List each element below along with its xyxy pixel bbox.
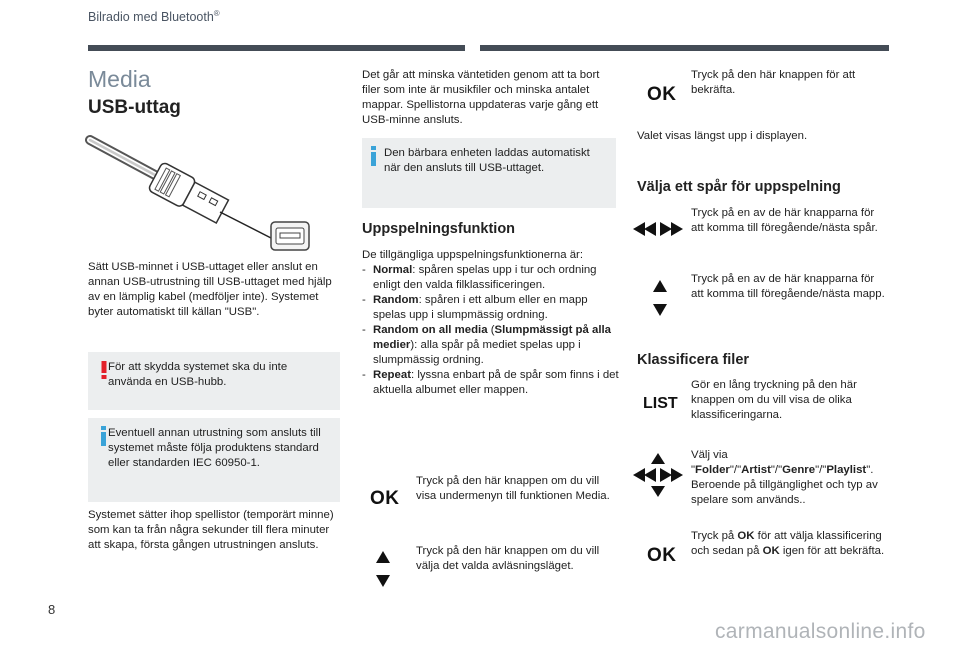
up-down-arrows-icon: [653, 280, 667, 316]
select-classification-text: Välj via "Folder"/"Artist"/"Genre"/"Playlist". Beroende på tillgänglighet och typ av spelare som används..: [691, 449, 878, 506]
page-number: 8: [48, 602, 56, 617]
prev-next-track-text: Tryck på en av de här knapparna för att komma till föregående/nästa spår.: [691, 207, 878, 234]
ok-button-icon: OK: [647, 84, 677, 105]
playlist-info: Systemet sätter ihop spellistor (temporärt minne) som kan ta från några sekunder till flera minuter att skapa, första gången utrustningen ansluts.: [88, 509, 334, 551]
page-title: Media: [88, 66, 151, 92]
section-heading-usb: USB-uttag: [88, 97, 181, 118]
value-shown-text: Valet visas längst upp i displayen.: [637, 130, 808, 142]
warning-note: [88, 352, 340, 410]
info-note-standard: [88, 418, 340, 502]
header-bar-left: [88, 45, 465, 51]
usb-instructions: Sätt USB-minnet i USB-uttaget eller anslut en annan USB-utrustning till USB-uttaget med hjälp av en lämplig kabel (medföljer inte). Systemet byter automatiskt till källan "USB".: [88, 261, 332, 318]
section-heading-classify: Klassificera filer: [637, 352, 750, 368]
info-text-charging: Den bärbara enheten laddas automatiskt när den ansluts till USB-uttaget.: [384, 147, 590, 174]
info-note-charging: [362, 138, 616, 208]
warning-text: För att skydda systemet ska du inte använda en USB-hubb.: [108, 361, 288, 388]
ok-classify-text: Tryck på OK för att välja klassificering och sedan på OK igen för att bekräfta.: [691, 530, 885, 557]
four-way-arrows-icon: [633, 453, 683, 497]
section-heading-playback: Uppspelningsfunktion: [362, 221, 516, 237]
header-registered-mark: ®: [213, 9, 220, 18]
usb-plug-illustration: [85, 132, 325, 254]
list-item: - Random: spåren i ett album eller en mapp spelas upp i slumpmässig ordning.: [362, 294, 588, 321]
list-item: - Repeat: lyssna enbart på de spår som finns i det aktuella albumet eller mappen.: [362, 369, 619, 396]
header-section-title: Bilradio med Bluetooth: [88, 10, 214, 25]
header-bar-right: [480, 45, 889, 51]
prev-next-arrows-icon: [633, 222, 683, 236]
up-down-arrows-icon: [376, 551, 390, 587]
ok-confirm-text: Tryck på den här knappen för att bekräfta.: [691, 69, 856, 96]
prev-next-folder-text: Tryck på en av de här knapparna för att komma till föregående/nästa mapp.: [691, 273, 885, 300]
watermark: carmanualsonline.info: [715, 620, 926, 643]
updown-mode-text: Tryck på den här knappen om du vill välja det valda avläsningsläget.: [416, 545, 600, 572]
reduce-wait-text: Det går att minska väntetiden genom att ta bort filer som inte är musikfiler och minska antalet mappar. Spellistorna uppdateras varje gång ett USB-minne ansluts.: [362, 69, 600, 126]
info-icon: [366, 146, 382, 166]
list-button-icon: LIST: [643, 395, 678, 412]
running-header: [88, 9, 220, 24]
playback-intro: De tillgängliga uppspelningsfunktionerna är:: [362, 249, 583, 261]
list-long-press-text: Gör en lång tryckning på den här knappen om du vill visa de olika klassificeringarna.: [691, 379, 857, 421]
section-heading-select-track: Välja ett spår för uppspelning: [637, 179, 841, 195]
ok-button-icon: OK: [647, 545, 677, 566]
list-item: - Random on all media (Slumpmässigt på alla medier): alla spår på mediet spelas upp i slumpmässig ordning.: [362, 324, 612, 366]
ok-button-icon: OK: [370, 488, 400, 509]
list-item: - Normal: spåren spelas upp i tur och ordning enligt den valda filklassificeringen.: [362, 264, 597, 291]
playback-mode-list: [362, 263, 620, 398]
info-text-standard: Eventuell annan utrustning som ansluts till systemet måste följa produktens standard eller standarden IEC 60950-1.: [108, 427, 321, 469]
ok-submenu-text: Tryck på den här knappen om du vill visa undermenyn till funktionen Media.: [416, 475, 610, 502]
